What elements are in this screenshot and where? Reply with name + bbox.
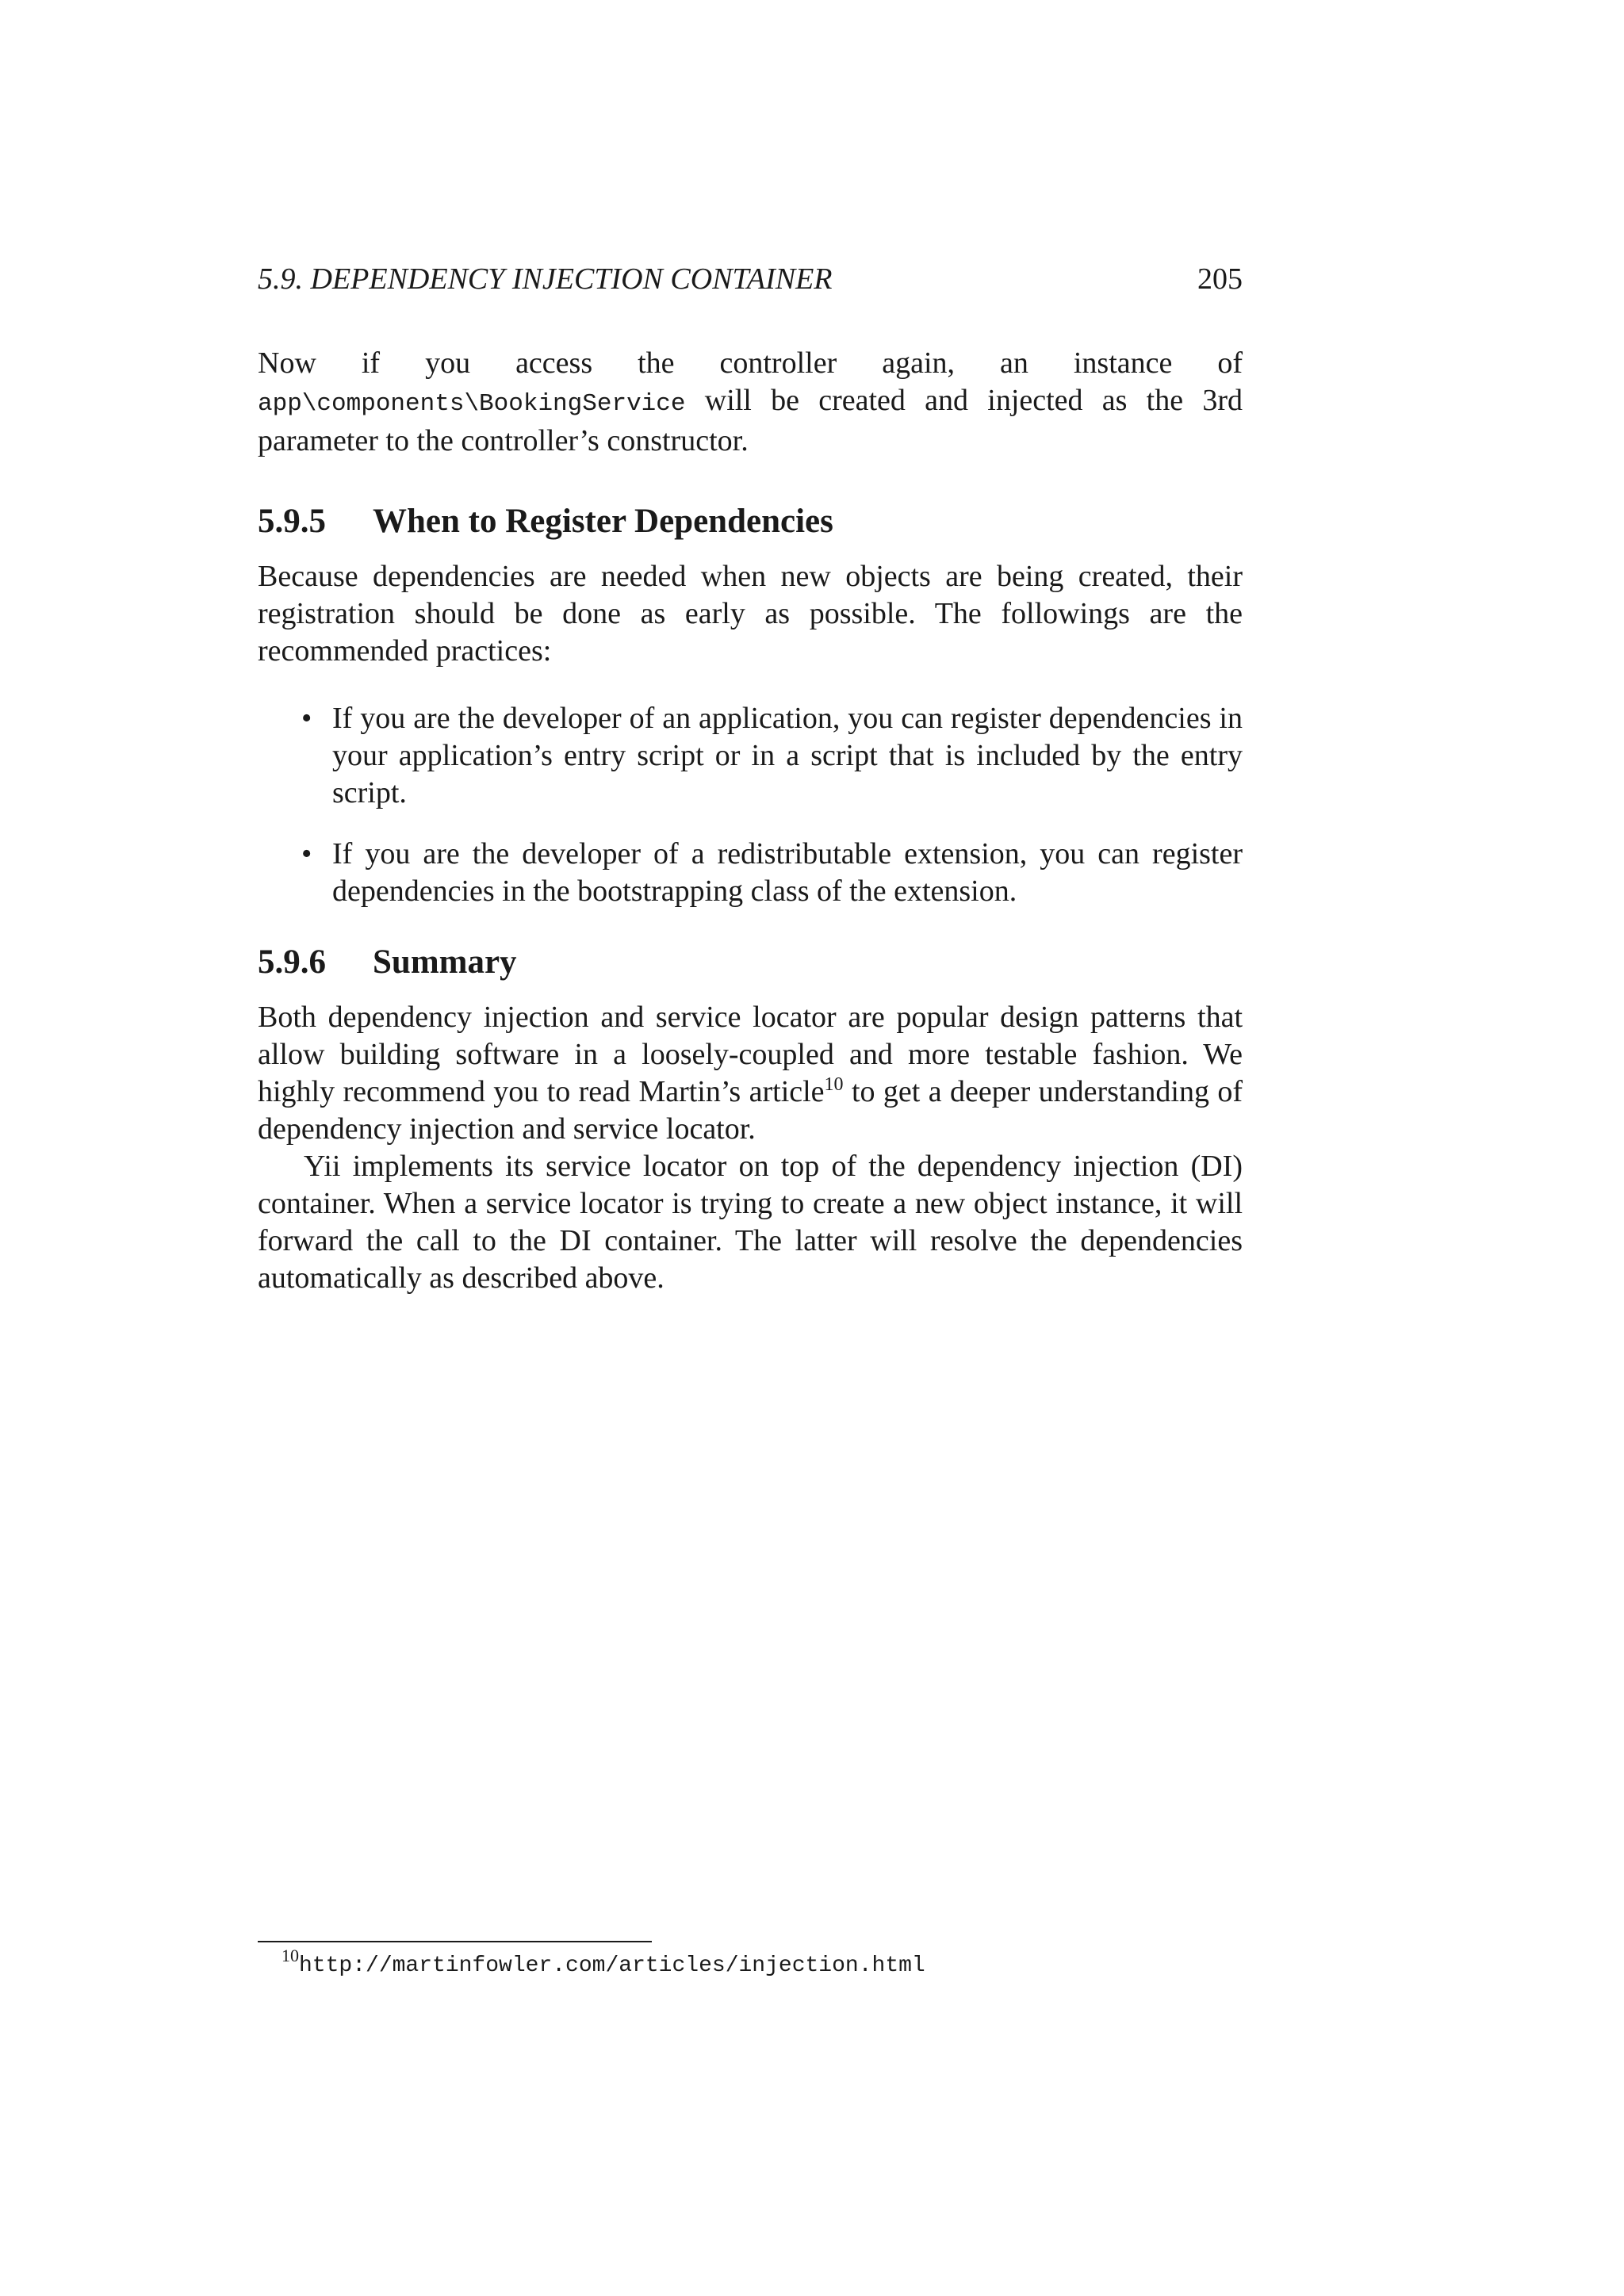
- list-item-text: If you are the developer of a redistributable extension, you can register dependencies in the bootstrapping class of the extension.: [332, 837, 1243, 908]
- section-title: Summary: [373, 943, 517, 981]
- bullet-icon: •: [301, 837, 312, 871]
- intro-text-before: Now if you access the controller again, an instance of: [258, 346, 1243, 380]
- list-item-text: If you are the developer of an application, you can register dependencies in your application’s entry script or in a script that is included by the entry script.: [332, 702, 1243, 809]
- bullet-icon: •: [301, 702, 312, 735]
- footnote-divider: [258, 1941, 652, 1942]
- list-item: [258, 836, 1243, 910]
- practices-list: [258, 700, 1243, 910]
- summary-text-before: Both dependency injection and service locator are popular design patterns that allow building software in a loosely-coupled and more testable fashion. We highly recommend you to read Martin’s article: [258, 1001, 1243, 1108]
- footnote-mark: 10: [282, 1946, 299, 1965]
- list-item: [258, 700, 1243, 812]
- page-number: 205: [1197, 262, 1243, 296]
- footnote-reference[interactable]: 10: [824, 1074, 844, 1095]
- inline-code-booking-service: app\components\BookingService: [258, 390, 686, 418]
- running-header: [258, 262, 1243, 301]
- section-heading-5-9-6: [258, 940, 1243, 985]
- section-heading-5-9-5: [258, 499, 1243, 544]
- section-title: When to Register Dependencies: [373, 503, 833, 540]
- main-text: [258, 345, 1243, 1297]
- intro-paragraph: [258, 345, 1243, 460]
- running-header-title: 5.9. DEPENDENCY INJECTION CONTAINER: [258, 262, 833, 296]
- footnote-url-link[interactable]: http://martinfowler.com/articles/injection.html: [299, 1954, 925, 1978]
- section-number: 5.9.6: [258, 943, 326, 981]
- summary-text-after: to get a deeper understanding of dependency injection and service locator.: [258, 1075, 1243, 1146]
- intro-text-after: will be created and injected as the 3rd parameter to the controller’s constructor.: [258, 384, 1243, 457]
- section-number: 5.9.5: [258, 503, 326, 540]
- footnote: [282, 1946, 925, 1982]
- register-paragraph: Because dependencies are needed when new objects are being created, their registration should be done as early as possible. The followings are the recommended practices:: [258, 560, 1243, 668]
- summary-paragraph-2: Yii implements its service locator on top of the dependency injection (DI) container. When a service locator is trying to create a new object instance, it will forward the call to the DI container. The latter will resolve the dependencies automatically as described above.: [258, 1150, 1243, 1295]
- summary-paragraph-1: [258, 999, 1243, 1148]
